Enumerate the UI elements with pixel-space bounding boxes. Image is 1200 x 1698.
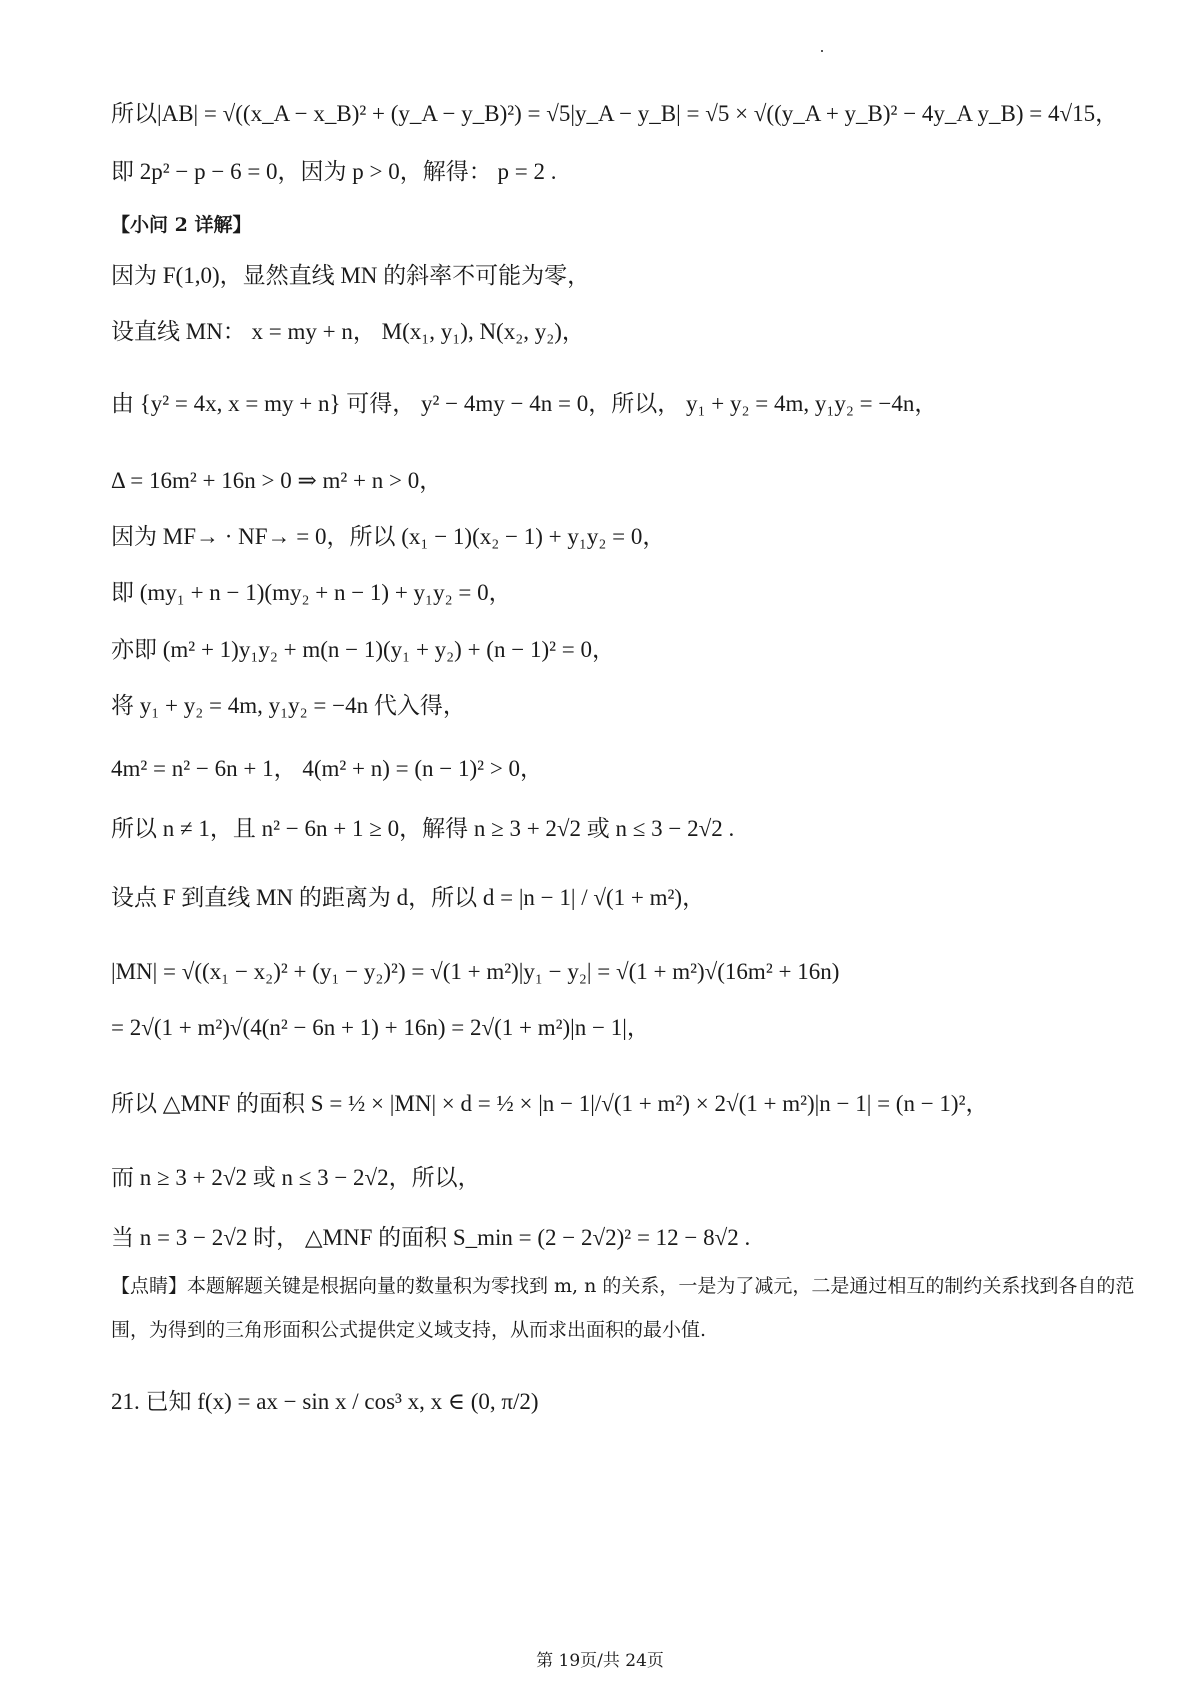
discriminant-line: Δ = 16m² + 16n > 0 ⇒ m² + n > 0， bbox=[111, 468, 443, 493]
system-equation-line: 由 {y² = 4x, x = my + n} 可得， y² − 4my − 4n = 0，所以， y₁ + y₂ = 4m, y₁y₂ = −4n， bbox=[111, 391, 938, 416]
key-insight-note: 【点睛】本题解题关键是根据向量的数量积为零找到 m, n 的关系，一是为了减元，二是通过相互的制约关系找到各自的范围，为得到的三角形面积公式提供定义域支持，从而求出面积的最小值. bbox=[111, 1275, 1135, 1341]
relation-line: 4m² = n² − 6n + 1， 4(m² + n) = (n − 1)² > 0， bbox=[111, 756, 544, 781]
ab-length-line: 所以|AB| = √((x_A − x_B)² + (y_A − y_B)²) = √5|y_A − y_B| = √5 × √((y_A + y_B)² − 4y_A y_B) = 4√15， bbox=[111, 101, 1119, 126]
scan-speck bbox=[821, 50, 823, 52]
dot-product-line: 因为 MF→ · NF→ = 0，所以 (x₁ − 1)(x₂ − 1) + y₁y₂ = 0， bbox=[111, 524, 666, 549]
substitute-line: 将 y₁ + y₂ = 4m, y₁y₂ = −4n 代入得， bbox=[111, 693, 466, 718]
question-21-line: 21. 已知 f(x) = ax − sin x / cos³ x, x ∈ (0, π/2) bbox=[111, 1389, 539, 1414]
mn-length-line-1: |MN| = √((x₁ − x₂)² + (y₁ − y₂)²) = √(1 + m²)|y₁ − y₂| = √(1 + m²)√(16m² + 16n) bbox=[111, 959, 840, 984]
mn-length-line-2: = 2√(1 + m²)√(4(n² − 6n + 1) + 16n) = 2√(1 + m²)|n − 1|， bbox=[111, 1015, 650, 1040]
distance-line: 设点 F 到直线 MN 的距离为 d，所以 d = |n − 1| / √(1 + m²)， bbox=[111, 885, 706, 910]
line-mn-setup: 设直线 MN： x = my + n， M(x₁, y₁), N(x₂, y₂)， bbox=[111, 319, 585, 344]
area-formula-line: 所以 △MNF 的面积 S = ½ × |MN| × d = ½ × |n − 1|/√(1 + m²) × 2√(1 + m²)|n − 1| = (n − 1)²， bbox=[111, 1091, 989, 1116]
expand-line-2: 亦即 (m² + 1)y₁y₂ + m(n − 1)(y₁ + y₂) + (n − 1)² = 0， bbox=[111, 637, 615, 662]
page-footer: 第 19页/共 24页 bbox=[536, 1651, 664, 1671]
p-solution-line: 即 2p² − p − 6 = 0，因为 p > 0，解得： p = 2 . bbox=[111, 159, 557, 184]
focus-line: 因为 F(1,0)，显然直线 MN 的斜率不可能为零， bbox=[111, 263, 591, 288]
sub-question-2-heading: 【小问 2 详解】 bbox=[111, 214, 252, 236]
n-condition-line: 而 n ≥ 3 + 2√2 或 n ≤ 3 − 2√2，所以， bbox=[111, 1165, 481, 1190]
n-range-line: 所以 n ≠ 1，且 n² − 6n + 1 ≥ 0，解得 n ≥ 3 + 2√2 或 n ≤ 3 − 2√2 . bbox=[111, 816, 735, 841]
expand-line-1: 即 (my₁ + n − 1)(my₂ + n − 1) + y₁y₂ = 0， bbox=[111, 580, 512, 605]
minimum-area-line: 当 n = 3 − 2√2 时， △MNF 的面积 S_min = (2 − 2√2)² = 12 − 8√2 . bbox=[111, 1225, 751, 1250]
